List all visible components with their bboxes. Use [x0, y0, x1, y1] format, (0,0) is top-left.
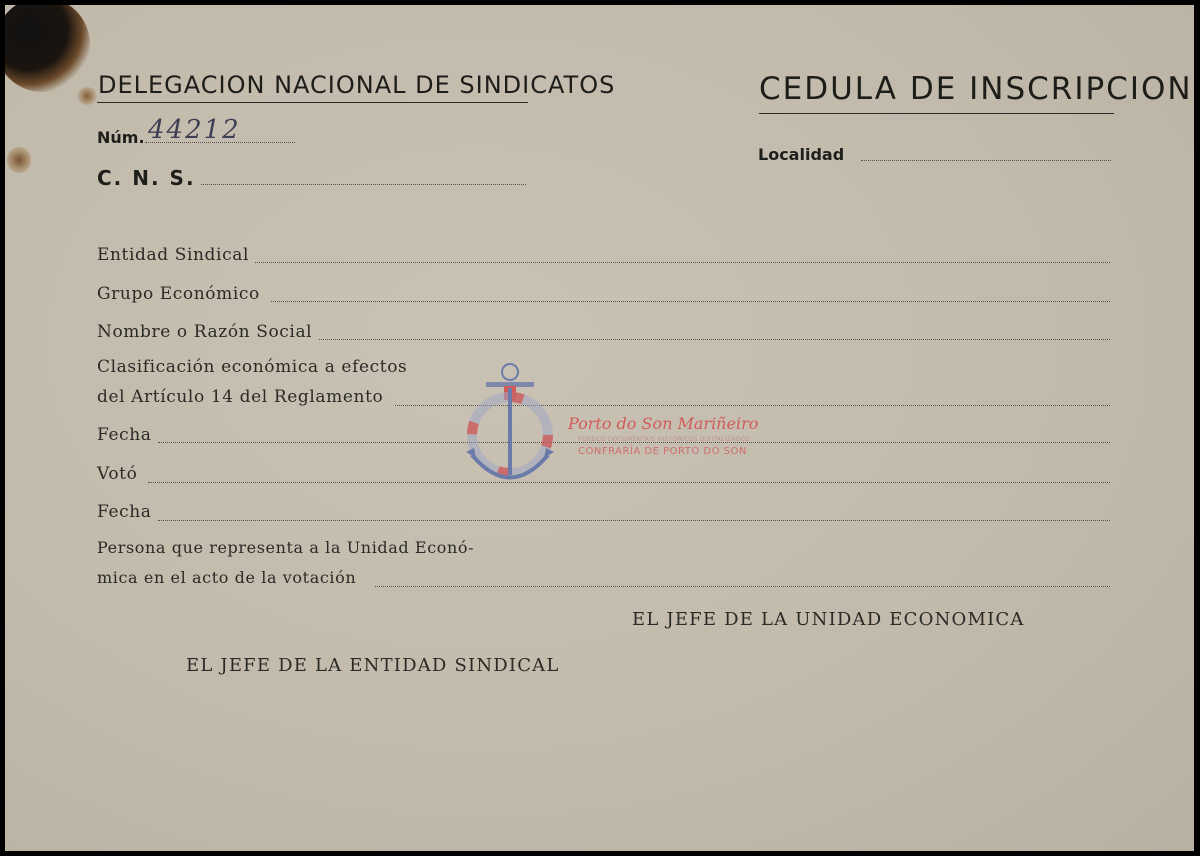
- locality-label: Localidad: [758, 145, 845, 164]
- field-label-grupo-economico: Grupo Económico: [97, 284, 260, 304]
- field-label-voto: Votó: [97, 464, 138, 484]
- field-label-nombre: Nombre o Razón Social: [97, 322, 313, 342]
- field-line-nombre[interactable]: [319, 339, 1110, 340]
- field-label-fecha-1: Fecha: [97, 425, 152, 445]
- field-line-persona[interactable]: [375, 586, 1110, 587]
- cns-label: C. N. S.: [97, 166, 196, 190]
- watermark: [460, 360, 760, 495]
- cns-line: [201, 184, 526, 185]
- field-line-fecha-2[interactable]: [158, 520, 1110, 521]
- watermark-org: CONFRARÍA DE PORTO DO SON: [578, 446, 747, 457]
- registration-card: [5, 5, 1194, 851]
- num-value: 44212: [148, 115, 241, 145]
- burn-stain: [5, 5, 90, 92]
- anchor-lifebuoy-icon: [460, 360, 560, 495]
- document-title: CEDULA DE INSCRIPCION: [759, 71, 1193, 107]
- field-label-clasificacion-2: del Artículo 14 del Reglamento: [97, 387, 384, 407]
- field-line-grupo-economico[interactable]: [271, 301, 1110, 302]
- watermark-brand: Porto do Son Mariñeiro: [568, 414, 759, 433]
- organization-title: DELEGACION NACIONAL DE SINDICATOS: [98, 71, 616, 99]
- signature-jefe-entidad: EL JEFE DE LA ENTIDAD SINDICAL: [186, 655, 560, 676]
- rust-stain-small: [77, 87, 97, 105]
- field-label-persona-1: Persona que representa a la Unidad Econó-: [97, 538, 475, 557]
- num-label: Núm.: [97, 128, 145, 147]
- organization-underline: [97, 102, 528, 103]
- field-label-entidad-sindical: Entidad Sindical: [97, 245, 249, 265]
- field-line-entidad-sindical[interactable]: [255, 262, 1110, 263]
- rust-stain: [7, 147, 31, 173]
- locality-line: [861, 160, 1111, 161]
- title-underline: [759, 113, 1114, 114]
- signature-jefe-unidad: EL JEFE DE LA UNIDAD ECONOMICA: [632, 609, 1025, 630]
- field-label-clasificacion-1: Clasificación económica a efectos: [97, 357, 408, 377]
- field-label-persona-2: mica en el acto de la votación: [97, 568, 357, 587]
- watermark-subtitle: FONDOS DOCUMENTAIS HISTÓRICOS DIXITALIZADOS: [578, 436, 750, 443]
- field-label-fecha-2: Fecha: [97, 502, 152, 522]
- num-line: [145, 142, 295, 143]
